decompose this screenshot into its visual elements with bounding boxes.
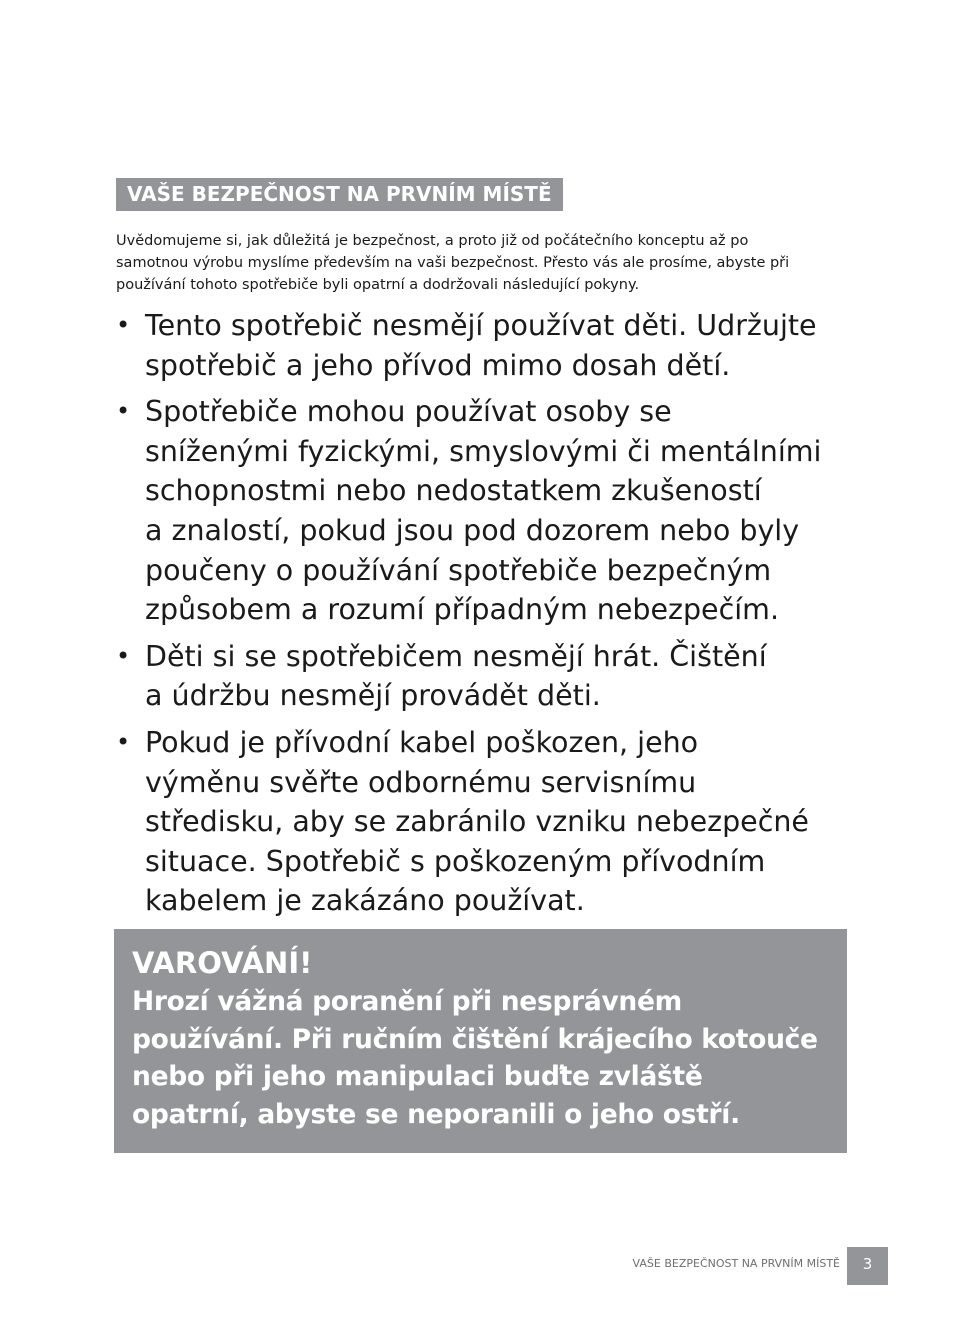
- instruction-line: Pokud je přívodní kabel poškozen, jeho: [145, 725, 699, 759]
- instruction-line: situace. Spotřebič s poškozeným přívodním: [145, 844, 766, 878]
- bullet-marker: •: [116, 397, 131, 426]
- instruction-line: středisku, aby se zabránilo vzniku nebezpečné: [145, 805, 809, 839]
- warning-line: opatrní, abyste se neporanili o jeho ostří.: [132, 1098, 740, 1130]
- footer-section-label: VAŠE BEZPEČNOST NA PRVNÍM MÍSTĚ: [632, 1257, 840, 1270]
- instruction-line: Spotřebiče mohou používat osoby se: [145, 395, 672, 429]
- instruction-line: a údržbu nesmějí provádět děti.: [145, 679, 601, 713]
- bullet-marker: •: [116, 641, 131, 670]
- safety-instruction-power-cable: [116, 723, 856, 921]
- instruction-line: a znalostí, pokud jsou pod dozorem nebo byly: [145, 513, 800, 547]
- instruction-line: způsobem a rozumí případným nebezpečím.: [145, 593, 779, 627]
- safety-instruction-reduced-capabilities: [116, 392, 856, 630]
- warning-box: [114, 929, 847, 1153]
- intro-line: samotnou výrobu myslíme především na vaši bezpečnost. Přesto vás ale prosíme, abyste při: [116, 255, 790, 271]
- instruction-line: kabelem je zakázáno používat.: [145, 884, 585, 918]
- safety-instruction-children: [116, 306, 856, 385]
- instruction-line: spotřebič a jeho přívod mimo dosah dětí.: [145, 348, 731, 382]
- section-heading: VAŠE BEZPEČNOST NA PRVNÍM MÍSTĚ: [116, 178, 563, 211]
- intro-paragraph: [116, 230, 856, 296]
- instruction-line: Tento spotřebič nesmějí používat děti. Udržujte: [145, 309, 817, 342]
- instruction-line: schopnostmi nebo nedostatkem zkušeností: [145, 474, 762, 508]
- warning-title: VAROVÁNÍ!: [132, 946, 313, 980]
- warning-line: nebo při jeho manipulaci buďte zvláště: [132, 1061, 703, 1093]
- instruction-line: výměnu svěřte odbornému servisnímu: [145, 765, 697, 799]
- instruction-line: Děti si se spotřebičem nesmějí hrát. Čištění: [145, 639, 767, 673]
- bullet-marker: •: [116, 311, 131, 339]
- instruction-line: poučeny o používání spotřebiče bezpečným: [145, 553, 772, 587]
- safety-instructions-list: [116, 306, 856, 928]
- warning-line: používání. Při ručním čištění krájecího kotouče: [132, 1023, 818, 1055]
- warning-body: [132, 983, 829, 1133]
- intro-line: Uvědomujeme si, jak důležitá je bezpečnost, a proto již od počátečního konceptu až po: [116, 233, 749, 249]
- instruction-line: sníženými fyzickými, smyslovými či mentálními: [145, 434, 822, 468]
- warning-line: Hrozí vážná poranění při nesprávném: [132, 986, 682, 1017]
- page-number: 3: [847, 1247, 888, 1285]
- bullet-marker: •: [116, 727, 131, 756]
- intro-line: používání tohoto spotřebiče byli opatrní a dodržovali následující pokyny.: [116, 277, 640, 293]
- safety-instruction-play-cleaning: [116, 637, 856, 716]
